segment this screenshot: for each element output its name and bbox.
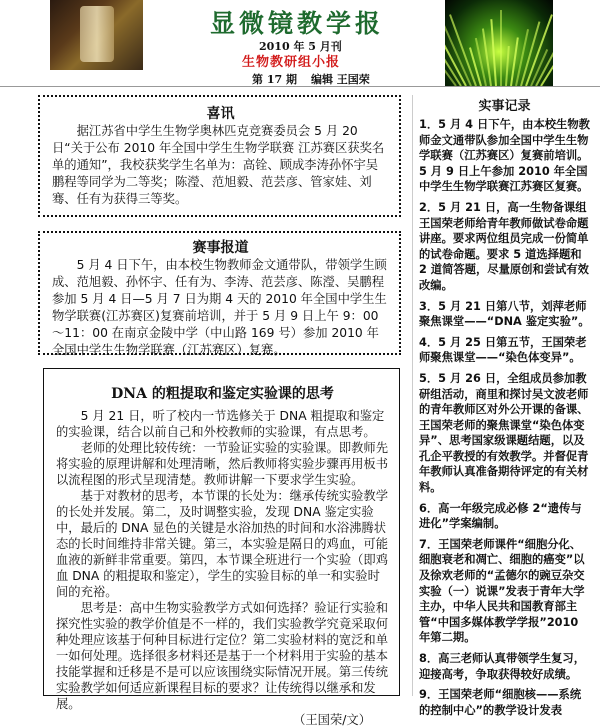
issue-line	[252, 71, 370, 87]
editor-credit: 编辑 王国荣	[310, 73, 370, 86]
news-competition-title: 赛事报道	[192, 240, 249, 256]
newspaper-subtitle: 生物教研组小报	[242, 55, 341, 70]
article-title: DNA 的粗提取和鉴定实验课的思考	[111, 386, 334, 402]
sidebar-item: 5．5 月 26 日，全组成员参加教研组活动，商里和探讨吴文波老师的青年教师区对外公开课的备课、王国荣老师的聚焦课堂“染色体变异”、思考国家级课题结题，以及孔企平教授的有效教学。并督促青年教师认真准备期待评定的有关材料。	[419, 371, 589, 495]
sidebar-item: 2．5 月 21 日，高一生物备课组王国荣老师给青年教师做试卷命题讲座。要求两位组员完成一份简单的试卷命题。要求 5 道选择题和 2 道简答题，尽量原创和尝试有效改编。	[419, 200, 589, 292]
article-paragraph: 5 月 21 日，听了校内一节选修关于 DNA 粗提取和鉴定的实验课，结合以前自己和外校教师的实验课，有点思考。	[56, 409, 385, 439]
sidebar-item: 9．王国荣老师“细胞核——系统的控制中心”的教学设计发表	[419, 688, 582, 717]
sidebar-item: 3．5 月 21 日第八节，刘萍老师聚焦课堂——“DNA 鉴定实验”。	[419, 299, 590, 329]
sidebar-title: 实事记录	[478, 99, 531, 114]
news-box-competition	[38, 231, 401, 355]
fiber-strand	[490, 19, 497, 86]
issue-number: 第 17 期	[252, 73, 297, 86]
article-signature: （王国荣/文）	[293, 713, 371, 727]
news-award-title: 喜讯	[206, 106, 235, 122]
microscope-shape	[80, 6, 114, 62]
article-box	[43, 368, 400, 727]
sidebar-item: 8．高三老师认真带领学生复习，迎接高考，争取获得较好成绩。	[419, 652, 586, 681]
masthead-divider	[0, 86, 600, 87]
article-paragraph: 老师的处理比较传统：一节验证实验的实验课。即教师先将实验的原理讲解和处理清晰，然后教师将实验步骤再用板书以流程图的形式呈现清楚。教师讲解一下要求学生实验。	[56, 441, 389, 487]
sidebar-item: 7．王国荣老师课件“细胞分化、细胞衰老和凋亡、细胞的癌变”以及徐欢老师的“孟德尔的豌豆杂交实验（一）说课”发表于青年大学主办，中华人民共和国教育部主管“中国多媒体教学学报”2010 年第二期。	[419, 537, 585, 645]
fiber-strand	[505, 46, 510, 86]
sidebar-item: 6．高一年级完成必修 2“遗传与进化”学案编制。	[419, 501, 582, 531]
masthead	[0, 0, 600, 88]
article-paragraph: 基于对教材的思考，本节课的长处为：继承传统实验教学的长处并发展。第二，及时调整实验，发现 DNA 鉴定实验中，最后的 DNA 显色的关键是水浴加热的时间和水浴沸腾状态的长时间维持非常关键。第三，本实验是隔日的鸡血，可能血液的新鲜非常重要。第四，本节课全班进行一个实验（即鸡血 DNA 的粗提取和鉴定），学生的实验目标的单一和实验时间的充裕。	[56, 489, 389, 599]
issue-date: 2010 年 5 月刊	[259, 40, 342, 53]
news-award-body: 据江苏省中学生生物学奥林匹克竞赛委员会 5 月 20 日“关于公布 2010 年全国中学生生物学联赛 江苏赛区获奖名单的通知”，我校获奖学生名单为：高铨、顾成李涛孙怀宇吴鹏程等同学为二等奖；陈瀅、范旭毅、范芸彦、管家娃、刘骞、任有为获得三等奖。	[52, 124, 385, 206]
sidebar-item: 4．5 月 25 日第五节，王国荣老师聚焦课堂——“染色体变异”。	[419, 335, 587, 365]
news-box-award	[38, 95, 401, 217]
fiber-strand	[500, 10, 502, 86]
green-fiber-photo	[445, 0, 553, 86]
news-competition-body: 5 月 4 日下午，由本校生物教师金文通带队，带领学生顾成、范旭毅、孙怀宇、任有为、李涛、范芸彦、陈瀅、吴鹏程参加 5 月 4 日—5 月 7 日为期 4 天的 2010 年全国中学生生物学联赛(江苏赛区)复赛前培训，并于 5 月 9 日上午 9：00～11：00 在南京金陵中学（中山路 169 号）参加 2010 年全国中学生生物学联赛（江苏赛区）复赛。	[52, 258, 387, 357]
sidebar-item: 1．5 月 4 日下午，由本校生物教师金文通带队参加全国中学生生物学联赛（江苏赛区）复赛前培训。5 月 9 日上午参加 2010 年全国中学生生物学联赛江苏赛区复赛。	[419, 118, 590, 194]
article-paragraph: 思考是：高中生物实验教学方式如何选择？验证行实验和探究性实验的教学价值是不一样的，我们实验教学究竟采取何种处理应该基于何种目标进行定位？第二实验材料的宽泛和单一如何处理。选择很多材料还是基于一个材料用于实验的基本技能掌握和迁移是不是可以应该围绕实际情况开展。第三传统实验教学如何适应新课程目标的要求？让传统得以继承和发展。	[56, 601, 389, 711]
microscope-photo	[50, 0, 143, 70]
sidebar-events	[412, 95, 590, 717]
newspaper-title: 显微镜教学报	[210, 9, 385, 38]
